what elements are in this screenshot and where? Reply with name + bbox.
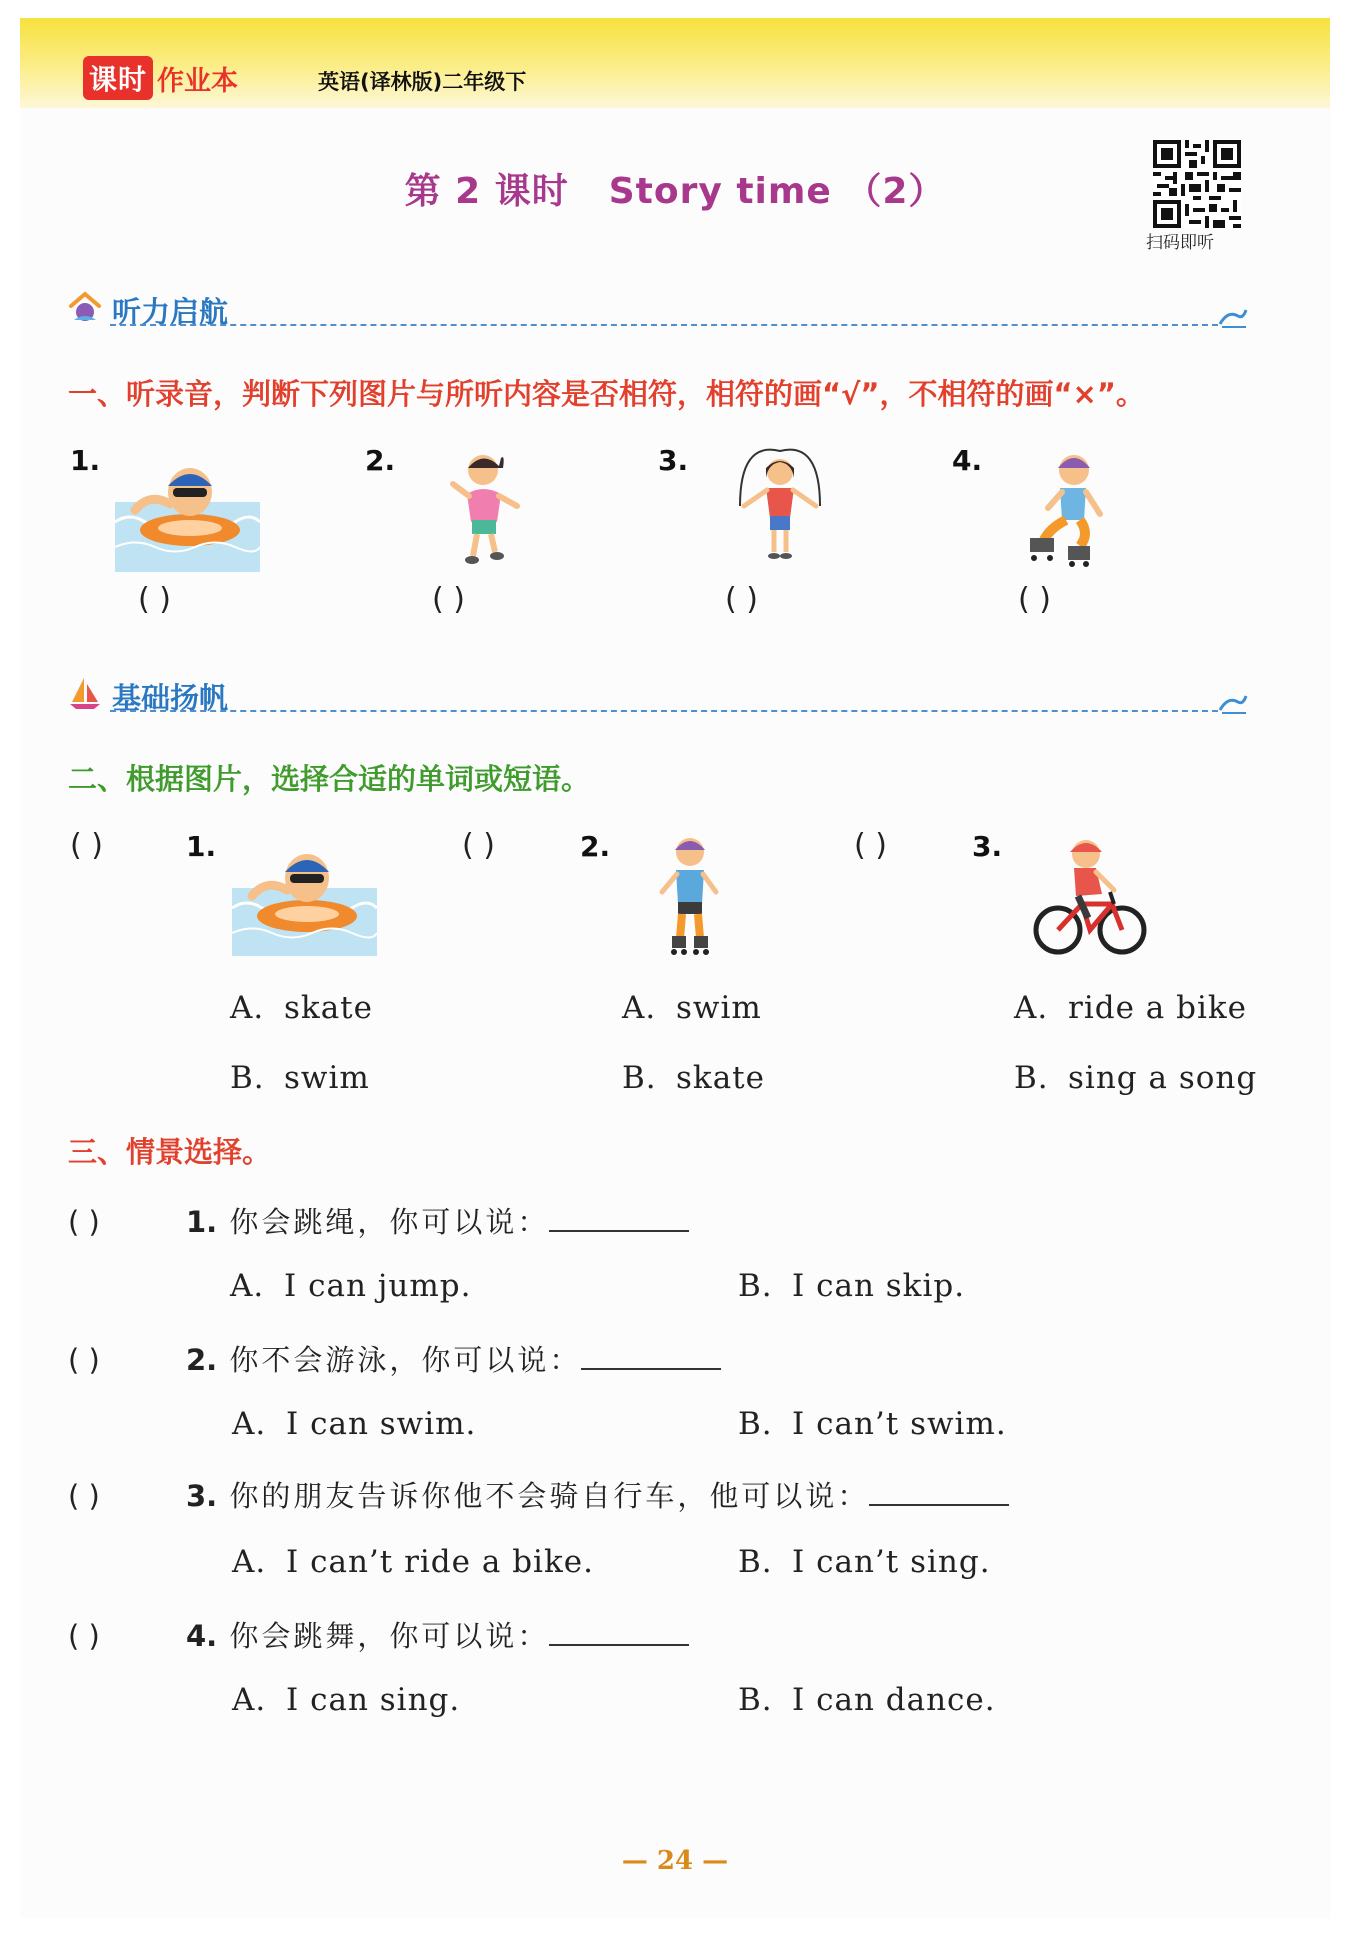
option-letter: B. xyxy=(738,1406,773,1442)
brand-logo xyxy=(83,58,238,98)
answer-blank[interactable]: ( ) xyxy=(68,1205,100,1239)
option-letter: A. xyxy=(232,1406,267,1442)
answer-blank[interactable]: ( ) xyxy=(68,1619,100,1653)
dashed-divider xyxy=(110,710,1218,712)
scenario-question xyxy=(68,1614,689,1655)
item-number: 4. xyxy=(186,1619,218,1653)
question-heading-2: 二、根据图片，选择合适的单词或短语。 xyxy=(68,762,591,796)
fill-line[interactable] xyxy=(581,1342,721,1370)
option-b[interactable] xyxy=(1014,1060,1257,1096)
answer-blank[interactable]: ( ) xyxy=(725,582,758,617)
option-letter: B. xyxy=(1014,1060,1049,1096)
item-number: 1. xyxy=(186,1205,218,1239)
option-a[interactable] xyxy=(230,1268,471,1304)
option-a[interactable] xyxy=(1014,990,1247,1026)
item-number: 2. xyxy=(365,444,396,477)
item-number: 1. xyxy=(186,830,217,863)
dashed-divider xyxy=(110,324,1218,326)
house-icon xyxy=(68,290,102,324)
section-header-listening xyxy=(68,288,1248,328)
question-heading-3: 三、情景选择。 xyxy=(68,1135,272,1169)
page-number: — 24 — xyxy=(621,1846,729,1876)
option-text: I can sing. xyxy=(286,1682,461,1718)
answer-blank[interactable]: ( ) xyxy=(432,582,465,617)
wave-icon xyxy=(1218,692,1248,714)
option-text: swim xyxy=(676,990,762,1026)
section-header-basics xyxy=(68,674,1248,714)
option-letter: A. xyxy=(622,990,657,1026)
question-heading-1: 一、听录音，判断下列图片与所听内容是否相符，相符的画“√”，不相符的画“×”。 xyxy=(68,377,1145,411)
subject-label: 英语(译林版)二年级下 xyxy=(318,70,527,94)
answer-blank[interactable]: ( ) xyxy=(462,828,495,863)
swimming-boy-image xyxy=(232,848,377,956)
option-b[interactable] xyxy=(622,1060,765,1096)
option-letter: B. xyxy=(738,1682,773,1718)
option-a[interactable] xyxy=(230,990,373,1026)
option-text: I can’t swim. xyxy=(792,1406,1007,1442)
option-b[interactable] xyxy=(230,1060,370,1096)
item-number: 2. xyxy=(186,1343,218,1377)
skating-boy-image xyxy=(1020,448,1112,570)
option-letter: B. xyxy=(230,1060,265,1096)
section-title: 基础扬帆 xyxy=(112,681,229,715)
option-letter: B. xyxy=(738,1544,773,1580)
option-letter: A. xyxy=(1014,990,1049,1026)
item-number: 4. xyxy=(952,444,983,477)
sailboat-icon xyxy=(68,676,102,710)
skipping-girl-image xyxy=(730,446,830,570)
item-number: 3. xyxy=(186,1479,218,1513)
section-title: 听力启航 xyxy=(112,295,229,329)
page-title xyxy=(0,163,1350,214)
option-letter: A. xyxy=(230,990,265,1026)
item-number: 3. xyxy=(658,444,689,477)
option-b[interactable] xyxy=(738,1268,965,1304)
lesson-name: Story time （2） xyxy=(608,171,946,212)
skating-boy-image xyxy=(650,832,730,958)
wave-icon xyxy=(1218,306,1248,328)
option-b[interactable] xyxy=(738,1406,1007,1442)
answer-blank[interactable]: ( ) xyxy=(1018,582,1051,617)
fill-line[interactable] xyxy=(549,1618,689,1646)
brand-name: 作业本 xyxy=(157,65,239,97)
option-text: I can’t ride a bike. xyxy=(286,1544,594,1580)
answer-blank[interactable]: ( ) xyxy=(68,1343,100,1377)
fill-line[interactable] xyxy=(869,1478,1009,1506)
option-text: ride a bike xyxy=(1068,990,1248,1026)
answer-blank[interactable]: ( ) xyxy=(854,828,887,863)
option-letter: B. xyxy=(738,1268,773,1304)
answer-blank[interactable]: ( ) xyxy=(70,828,103,863)
option-b[interactable] xyxy=(738,1682,996,1718)
qr-code-icon[interactable] xyxy=(1153,140,1241,228)
option-text: sing a song xyxy=(1068,1060,1258,1096)
option-letter: A. xyxy=(232,1682,267,1718)
option-text: I can jump. xyxy=(284,1268,472,1304)
item-number: 2. xyxy=(580,830,611,863)
answer-blank[interactable]: ( ) xyxy=(68,1479,100,1513)
option-a[interactable] xyxy=(232,1544,594,1580)
question-text: 你会跳舞，你可以说： xyxy=(229,1619,550,1653)
option-a[interactable] xyxy=(232,1406,476,1442)
scenario-question xyxy=(68,1338,721,1379)
option-text: I can’t sing. xyxy=(792,1544,991,1580)
option-a[interactable] xyxy=(232,1682,460,1718)
question-text: 你会跳绳，你可以说： xyxy=(229,1205,550,1239)
question-text: 你的朋友告诉你他不会骑自行车，他可以说： xyxy=(229,1479,870,1513)
option-text: skate xyxy=(284,990,373,1026)
option-letter: A. xyxy=(230,1268,265,1304)
jumping-girl-image xyxy=(445,448,525,568)
fill-line[interactable] xyxy=(549,1204,689,1232)
scenario-question xyxy=(68,1474,1009,1515)
option-a[interactable] xyxy=(622,990,762,1026)
swimming-boy-image xyxy=(115,462,260,572)
cycling-boy-image xyxy=(1030,832,1150,958)
scenario-question xyxy=(68,1200,689,1241)
lesson-number: 第 2 课时 xyxy=(404,171,569,212)
option-text: I can dance. xyxy=(792,1682,996,1718)
qr-caption: 扫码即听 xyxy=(1146,233,1214,253)
option-text: I can skip. xyxy=(792,1268,966,1304)
option-letter: B. xyxy=(622,1060,657,1096)
item-number: 1. xyxy=(70,444,101,477)
option-text: skate xyxy=(676,1060,765,1096)
question-text: 你不会游泳，你可以说： xyxy=(229,1343,582,1377)
option-text: I can swim. xyxy=(286,1406,477,1442)
brand-box: 课时 xyxy=(83,56,153,100)
option-b[interactable] xyxy=(738,1544,991,1580)
item-number: 3. xyxy=(972,830,1003,863)
option-text: swim xyxy=(284,1060,370,1096)
answer-blank[interactable]: ( ) xyxy=(138,582,171,617)
option-letter: A. xyxy=(232,1544,267,1580)
